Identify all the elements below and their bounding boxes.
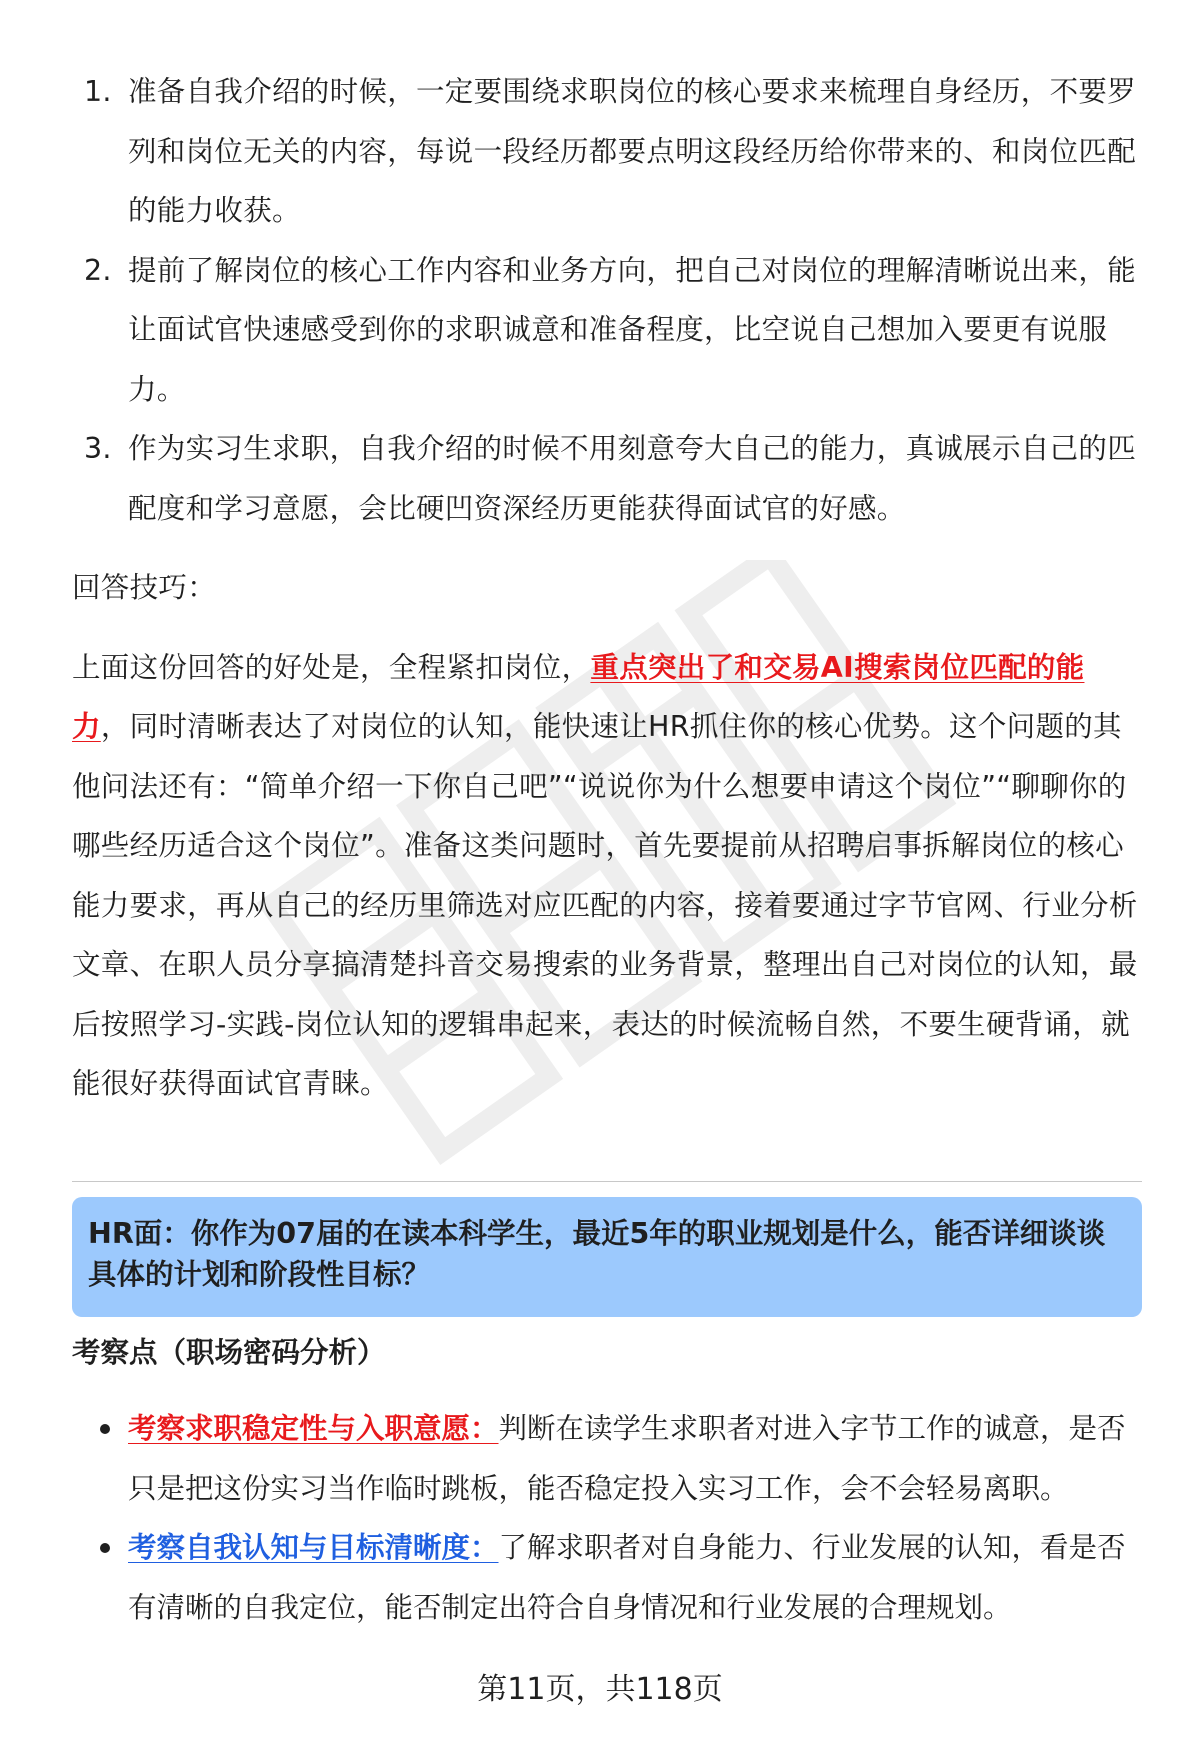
answer-text-after: ，同时清晰表达了对岗位的认知，能快速让HR抓住你的核心优势。这个问题的其他问法还有：“简单介绍一下你自己吧”“说说你为什么想要申请这个岗位”“聊聊你的哪些经历适合这个岗位”。准备这类问题时，首先要提前从招聘启事拆解岗位的核心能力要求，再从自己的经历里筛选对应匹配的内容，接着要通过字节官网、行业分析文章、在职人员分享搞清楚抖音交易搜索的业务背景，整理出自己对岗位的认知，最后按照学习-实践-岗位认知的逻辑串起来，表达的时候流畅自然，不要生硬背诵，就能很好获得面试官青睐。: [72, 710, 1138, 1100]
question-box: [72, 1197, 1142, 1317]
tips-heading: 回答技巧：: [72, 571, 217, 604]
list-number: 3.: [84, 432, 112, 465]
analysis-label: 考察自我认知与目标清晰度：: [128, 1531, 499, 1564]
list-item-text: 准备自我介绍的时候，一定要围绕求职岗位的核心要求来梳理自身经历，不要罗列和岗位无关的内容，每说一段经历都要点明这段经历给你带来的、和岗位匹配的能力收获。: [128, 75, 1137, 227]
list-number: 1.: [84, 75, 112, 108]
analysis-text: 判断在读学生求职者对进入字节工作的诚意，是否只是把这份实习当作临时跳板，能否稳定投入实习工作，会不会轻易离职。: [128, 1412, 1126, 1505]
tips-list: [72, 62, 1142, 538]
list-item: [72, 419, 1142, 538]
analysis-list: [72, 1399, 1142, 1637]
list-item: [72, 1399, 1142, 1518]
list-item: [72, 62, 1142, 241]
bullet-dot-icon: [100, 1543, 110, 1553]
list-item-text: 作为实习生求职，自我介绍的时候不用刻意夸大自己的能力，真诚展示自己的匹配度和学习意愿，会比硬凹资深经历更能获得面试官的好感。: [128, 432, 1137, 525]
answer-paragraph: [72, 638, 1142, 1114]
answer-text-before: 上面这份回答的好处是，全程紧扣岗位，: [72, 650, 591, 684]
list-number: 2.: [84, 253, 112, 287]
list-item-text: 提前了解岗位的核心工作内容和业务方向，把自己对岗位的理解清晰说出来，能让面试官快速感受到你的求职诚意和准备程度，比空说自己想加入要更有说服力。: [128, 253, 1137, 406]
page-number: 第11页，共118页: [477, 1672, 723, 1707]
bullet-dot-icon: [100, 1424, 110, 1434]
list-item: [72, 241, 1142, 420]
list-item: [72, 1518, 1142, 1637]
question-text: HR面：你作为07届的在读本科学生，最近5年的职业规划是什么，能否详细谈谈具体的计划和阶段性目标？: [88, 1217, 1106, 1291]
analysis-label: 考察求职稳定性与入职意愿：: [128, 1412, 499, 1445]
analysis-heading: 考察点（职场密码分析）: [72, 1336, 386, 1369]
analysis-text: 了解求职者对自身能力、行业发展的认知，看是否有清晰的自我定位，能否制定出符合自身情况和行业发展的合理规划。: [128, 1531, 1126, 1624]
main-content: [72, 62, 1142, 1114]
answer-highlight: 重点突出了和交易AI搜索岗位匹配的能力: [72, 650, 1085, 743]
section-divider: [72, 1181, 1142, 1182]
